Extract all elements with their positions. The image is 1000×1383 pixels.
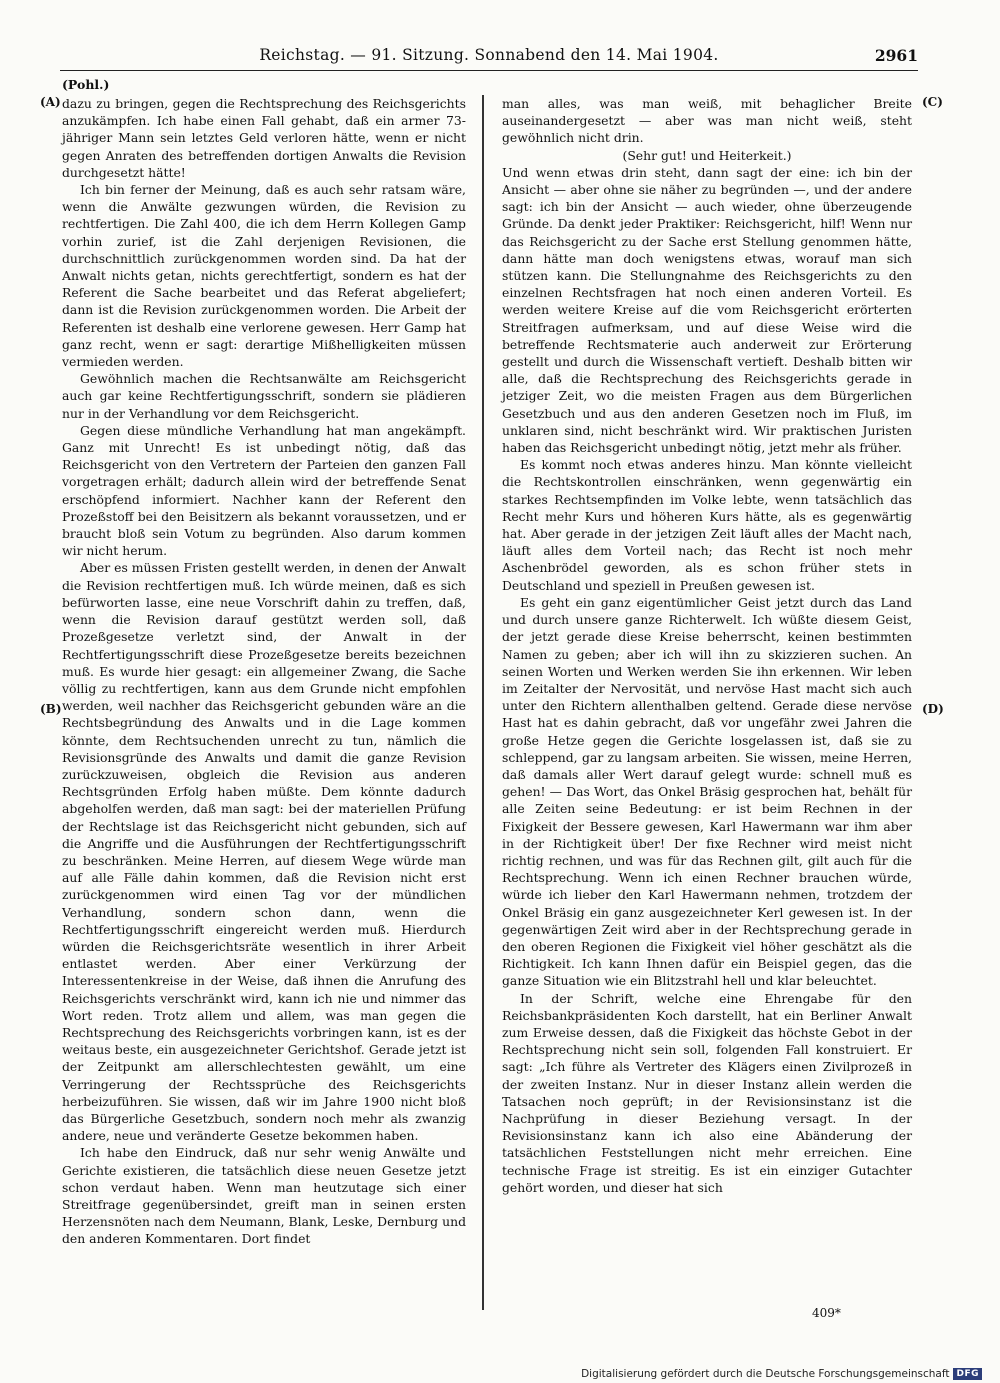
header-title: Reichstag. — 91. Sitzung. Sonnabend den 14. Mai 1904. <box>259 46 719 64</box>
footer-text: Digitalisierung gefördert durch die Deutsche Forschungsgemeinschaft <box>581 1368 950 1380</box>
sheet-signature: 409* <box>812 1306 841 1320</box>
margin-marker-b: (B) <box>40 702 62 716</box>
margin-marker-d: (D) <box>922 702 944 716</box>
paragraph: Aber es müssen Fristen gestellt werden, in denen der Anwalt die Revision rechtfertigen muß. Ich würde meinen, daß es sich befürworten lasse, eine neue Vorschrift dahin zu treffen, daß, wenn die Revision darauf gestützt werden soll, daß Prozeßgesetze verletzt sind, der Anwalt in der Rechtfertigungsschrift diese Prozeßgesetze bereits bezeichnen muß. Es wurde hier gesagt: ein allgemeiner Zwang, die Sache völlig zu rechtfertigen, kann aus dem Grunde nicht empfohlen werden, weil nachher das Reichsgericht gebunden wäre an die Rechtsbegründung des Anwalts und in die Lage kommen könnte, dem Rechtsuchenden unrecht zu tun, nämlich die Revisionsgründe des Anwalts und damit die ganze Revision zurückzuweisen, obgleich die Revision aus anderen Rechtsgründen Erfolg haben müßte. Dem könnte dadurch abgeholfen werden, daß man sagt: bei der materiellen Prüfung der Rechtslage ist das Reichsgericht nicht gebunden, sich auf die Angriffe und die Ausführungen der Rechtfertigungsschrift zu beschränken. Meine Herren, auf diesem Wege würde man auf alle Fälle dahin kommen, daß die Revision nicht erst zurückgenommen wird einen Tag vor der mündlichen Verhandlung, sondern schon dann, wenn die Rechtfertigungsschrift eingereicht werden muß. Hierdurch würden die Reichsgerichtsräte wesentlich in ihrer Arbeit entlastet werden. Aber einer Verkürzung der Interessentenkreise in der Weise, daß ihnen die Anrufung des Reichsgerichts verschränkt wird, kann ich nie und nimmer das Wort reden. Trotz allem und allem, was man gegen die Rechtsprechung des Reichsgerichts vorbringen kann, ist es der weitaus beste, ein ausgezeichneter Gerichtshof. Gerade jetzt ist der Zeitpunkt am allerschlechtesten gewählt, um eine Verringerung der Rechtssprüche des Reichsgerichts herbeizuführen. Sie wissen, daß wir im Jahre 1900 nicht bloß das Bürgerliche Gesetzbuch, sondern noch mehr als zwanzig andere, neue und veränderte Gesetze bekommen haben. <box>62 560 466 1144</box>
dfg-logo-icon: DFG <box>953 1368 982 1380</box>
paragraph: man alles, was man weiß, mit behaglicher Breite auseinandergesetzt — aber was man nicht weiß, steht gewöhnlich nicht drin. <box>502 96 912 146</box>
speaker-name: (Pohl.) <box>62 77 110 92</box>
margin-marker-a: (A) <box>40 95 61 109</box>
paragraph: Und wenn etwas drin steht, dann sagt der eine: ich bin der Ansicht — aber ohne sie näher zu begründen —, und der andere sagt: ich bin der Ansicht — auch wieder, ohne überzeugende Gründe. Da denkt jeder Praktiker: Reichsgericht, hilf! Wenn nur das Reichsgericht zu der Sache erst Stellung genommen hätte, dann hätte man doch wenigstens etwas, worauf man sich stützen kann. Die Stellungnahme des Reichsgerichts zu den einzelnen Rechtsfragen hat noch einen anderen Vorteil. Es werden weitere Kreise auf die vom Reichsgericht erörterten Streitfragen aufmerksam, und auf diese Weise wird die betreffende Rechtsmaterie auch anderweit zur Erörterung gestellt und durch die Wissenschaft vertieft. Deshalb bitten wir alle, daß die Rechtsprechung des Reichsgerichts gerade in jetziger Zeit, wo die meisten Fragen aus dem Bürgerlichen Gesetzbuch und aus den anderen Gesetzen noch im Fluß, im unklaren sind, nicht beschränkt wird. Wir praktischen Juristen haben das Reichsgericht unbedingt nötig, jetzt mehr als früher. <box>502 164 912 456</box>
page-number: 2961 <box>874 46 918 65</box>
paragraph: Ich habe den Eindruck, daß nur sehr wenig Anwälte und Gerichte existieren, die tatsächlich diese neuen Gesetze jetzt schon verdaut haben. Wenn man heutzutage sich einer Streitfrage gegenübersindet, greift man in seinen ersten Herzensnöten nach dem Neumann, Blank, Leske, Dernburg und den anderen Kommentaren. Dort findet <box>62 1145 466 1247</box>
interjection: (Sehr gut! und Heiterkeit.) <box>622 147 792 163</box>
paragraph: Gegen diese mündliche Verhandlung hat man angekämpft. Ganz mit Unrecht! Es ist unbedingt nötig, daß das Reichsgericht von den Vertretern der Parteien den ganzen Fall vorgetragen erhält; dadurch allein wird der betreffende Senat erschöpfend informiert. Nachher kann der Referent den Prozeßstoff bei den Beisitzern als bekannt voraussetzen, und er braucht bloß sein Votum zu begründen. Also darum kommen wir nicht herum. <box>62 422 466 559</box>
paragraph: In der Schrift, welche eine Ehrengabe für den Reichsbankpräsidenten Koch darstellt, hat ein Berliner Anwalt zum Erweise dessen, daß die Fixigkeit das höchste Gebot in der Rechtsprechung nicht sein soll, folgenden Fall konstruiert. Er sagt: „Ich führe als Vertreter des Klägers einen Zivilprozeß in der zweiten Instanz. Nur in dieser Instanz allein werden die Tatsachen noch geprüft; in der Revisionsinstanz ist die Nachprüfung in dieser Beziehung versagt. In der Revisionsinstanz kann ich also eine Abänderung der tatsächlichen Feststellungen nicht mehr erreichen. Eine technische Frage ist streitig. Es ist ein einziger Gutachter gehört worden, und dieser hat sich <box>502 990 912 1195</box>
paragraph: Gewöhnlich machen die Rechtsanwälte am Reichsgericht auch gar keine Rechtfertigungsschrift, sondern sie plädieren nur in der Verhandlung vor dem Reichsgericht. <box>62 371 466 421</box>
paragraph: dazu zu bringen, gegen die Rechtsprechung des Reichsgerichts anzukämpfen. Ich habe einen Fall gehabt, daß ein armer 73-jähriger Mann sein letztes Geld verloren hätte, wenn er nicht gegen Anraten des betreffenden dortigen Anwalts die Revision durchgesetzt hätte! <box>62 96 466 180</box>
left-column <box>62 95 466 1248</box>
paragraph: Es geht ein ganz eigentümlicher Geist jetzt durch das Land und durch unsere ganze Richterwelt. Ich wüßte diesem Geist, der jetzt gerade diese Kreise beherrscht, keinen bestimmten Namen zu geben; aber ich will ihn zu skizzieren suchen. An seinen Worten und Werken werden Sie ihn erkennen. Wir leben im Zeitalter der Nervosität, und nervöse Hast macht sich auch unter den Richtern allenthalben geltend. Gerade diese nervöse Hast hat es dahin gebracht, daß vor ungefähr zwei Jahren die große Hetze gegen die Gerichte losgelassen ist, daß sie zu schleppend, gar zu langsam arbeiten. Sie wissen, meine Herren, daß damals aller Wert darauf gelegt wurde: schnell muß es gehen! — Das Wort, das Onkel Bräsig gesprochen hat, behält für alle Zeiten seine Bedeutung: er ist beim Rechnen in der Fixigkeit der Bessere gewesen, Karl Hawermann war ihm aber in der Richtigkeit über! Der fixe Rechner wird meist nicht richtig rechnen, und was für das Rechnen gilt, gilt auch für die Rechtsprechung. Wenn ich einen Rechner brauchen würde, würde ich lieber den Karl Hawermann nehmen, trotzdem der Onkel Bräsig ein ganz ausgezeichneter Kerl gewesen ist. In der gegenwärtigen Zeit wird aber in der Rechtsprechung gerade in den oberen Regionen die Fixigkeit viel höher geschätzt als die Richtigkeit. Ich kann Ihnen dafür ein Beispiel gegen, das die ganze Situation wie ein Blitzstrahl hell und klar beleuchtet. <box>502 594 912 989</box>
margin-marker-c: (C) <box>922 95 943 109</box>
right-column <box>502 95 912 1196</box>
paragraph: Ich bin ferner der Meinung, daß es auch sehr ratsam wäre, wenn die Anwälte gezwungen würden, die Revision zu rechtfertigen. Die Zahl 400, die ich dem Herrn Kollegen Gamp vorhin zurief, ist die Zahl derjenigen Revisionen, die durchschnittlich zurückgenommen worden sind. Da hat der Anwalt nichts getan, nichts gerechtfertigt, sondern es hat der Referent die Sache bearbeitet und das Referat abgeliefert; dann ist die Revision zurückgenommen worden. Die Arbeit der Referenten ist deshalb eine verlorene gewesen. Herr Gamp hat ganz recht, wenn er sagt: derartige Mißhelligkeiten müssen vermieden werden. <box>62 182 466 370</box>
paragraph: Es kommt noch etwas anderes hinzu. Man könnte vielleicht die Rechtskontrollen einschränken, wenn gegenwärtig ein starkes Rechtsempfinden im Volke lebte, wenn tatsächlich das Recht mehr Kurs und höheren Kurs hätte, als es gegenwärtig hat. Aber gerade in der jetzigen Zeit läuft alles der Macht nach, läuft alles dem Vorteil nach; das Recht ist noch mehr Aschenbrödel geworden, als es schon früher stets in Deutschland und speziell in Preußen gewesen ist. <box>502 457 912 593</box>
footer <box>581 1368 982 1380</box>
page-header <box>60 46 918 71</box>
column-divider <box>482 95 484 1310</box>
